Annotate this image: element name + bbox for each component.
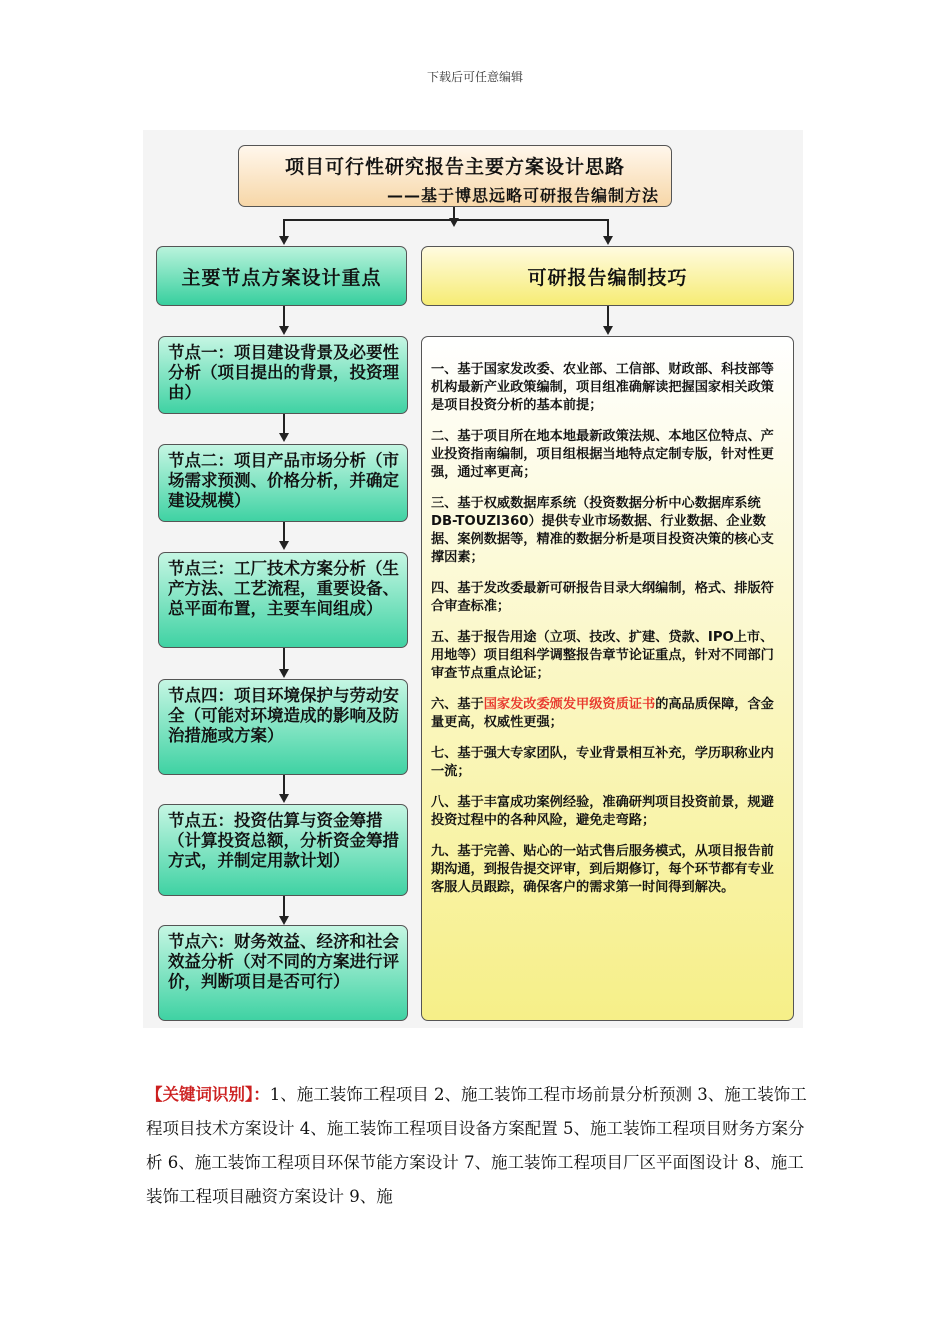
arrow-to-node-4	[283, 648, 285, 670]
tip-9: 九、基于完善、贴心的一站式售后服务模式，从项目报告前期沟通，到报告提交评审，到后期修订，每个环节都有专业客服人员跟踪，确保客户的需求第一时间得到解决。	[431, 844, 774, 895]
keywords-label: 【关键词识别】	[146, 1085, 254, 1104]
diagram-title-box	[238, 145, 672, 207]
diagram-title: 项目可行性研究报告主要方案设计思路	[284, 156, 625, 178]
arrow-to-tips	[607, 306, 609, 327]
node-5: 节点五：投资估算与资金筹措（计算投资总额，分析资金筹措方式，并制定用款计划）	[158, 804, 408, 896]
arrow-to-node-1	[283, 306, 285, 327]
tip-2: 二、基于项目所在地本地最新政策法规、本地区位特点、产业投资指南编制，项目组根据当地特点定制专版，针对性更强，通过率更高；	[431, 429, 774, 480]
keywords-paragraph	[146, 1078, 814, 1214]
tip-5: 五、基于报告用途（立项、技改、扩建、贷款、IPO上市、用地等）项目组科学调整报告章节论证重点，针对不同部门审查节点重点论证；	[431, 630, 774, 681]
node-1: 节点一：项目建设背景及必要性分析（项目提出的背景，投资理由）	[158, 336, 408, 414]
connector-branch	[283, 219, 609, 221]
tip-3: 三、基于权威数据库系统（投资数据分析中心数据库系统DB-TOUZI360）提供专业市场数据、行业数据、企业数据、案例数据等，精准的数据分析是项目投资决策的核心支撑因素；	[431, 496, 774, 565]
node-2: 节点二：项目产品市场分析（市场需求预测、价格分析，并确定建设规模）	[158, 444, 408, 522]
connector-title-down	[453, 207, 455, 219]
left-column-header: 主要节点方案设计重点	[156, 246, 407, 306]
tip-7: 七、基于强大专家团队，专业背景相互补充，学历职称业内一流；	[431, 746, 774, 779]
header-note: 下载后可任意编辑	[426, 70, 523, 84]
tip-6-highlight: 国家发改委颁发甲级资质证书	[483, 697, 656, 712]
tip-6-pre: 六、基于	[431, 697, 484, 712]
right-column-header: 可研报告编制技巧	[421, 246, 794, 306]
node-3: 节点三：工厂技术方案分析（生产方法、工艺流程，重要设备、总平面布置，主要车间组成）	[158, 552, 408, 648]
tip-4: 四、基于发改委最新可研报告目录大纲编制，格式、排版符合审查标准；	[431, 581, 774, 614]
tip-1: 一、基于国家发改委、农业部、工信部、财政部、科技部等机构最新产业政策编制，项目组准确解读把握国家相关政策是项目投资分析的基本前提；	[431, 362, 774, 413]
node-4: 节点四：项目环境保护与劳动安全（可能对环境造成的影响及防治措施或方案）	[158, 679, 408, 775]
tip-8: 八、基于丰富成功案例经验，准确研判项目投资前景，规避投资过程中的各种风险，避免走弯路；	[431, 795, 774, 828]
flowchart-diagram	[143, 130, 803, 1028]
diagram-subtitle: ——基于博思远略可研报告编制方法	[386, 186, 659, 205]
keywords-separator: ：	[253, 1085, 270, 1104]
keywords-text: 1、施工装饰工程项目 2、施工装饰工程市场前景分析预测 3、施工装饰工程项目技术方案设计 4、施工装饰工程项目设备方案配置 5、施工装饰工程项目财务方案分析 6、施工装饰工程项目环保节能方案设计 7、施工装饰工程项目厂区平面图设计 8、施工装饰工程项目融资方案设计 9、施	[146, 1085, 807, 1206]
tip-6	[431, 696, 785, 732]
arrow-to-right-head	[607, 219, 609, 237]
tips-box	[421, 336, 794, 1021]
arrow-to-node-2	[283, 414, 285, 434]
node-6: 节点六：财务效益、经济和社会效益分析（对不同的方案进行评价，判断项目是否可行）	[158, 925, 408, 1021]
arrow-to-left-head	[283, 219, 285, 237]
arrow-to-node-5	[283, 775, 285, 795]
arrow-to-node-3	[283, 522, 285, 542]
tip-6-post: 的高品质保障，含金量更高，权威性更强；	[431, 697, 774, 730]
arrow-to-node-6	[283, 896, 285, 917]
